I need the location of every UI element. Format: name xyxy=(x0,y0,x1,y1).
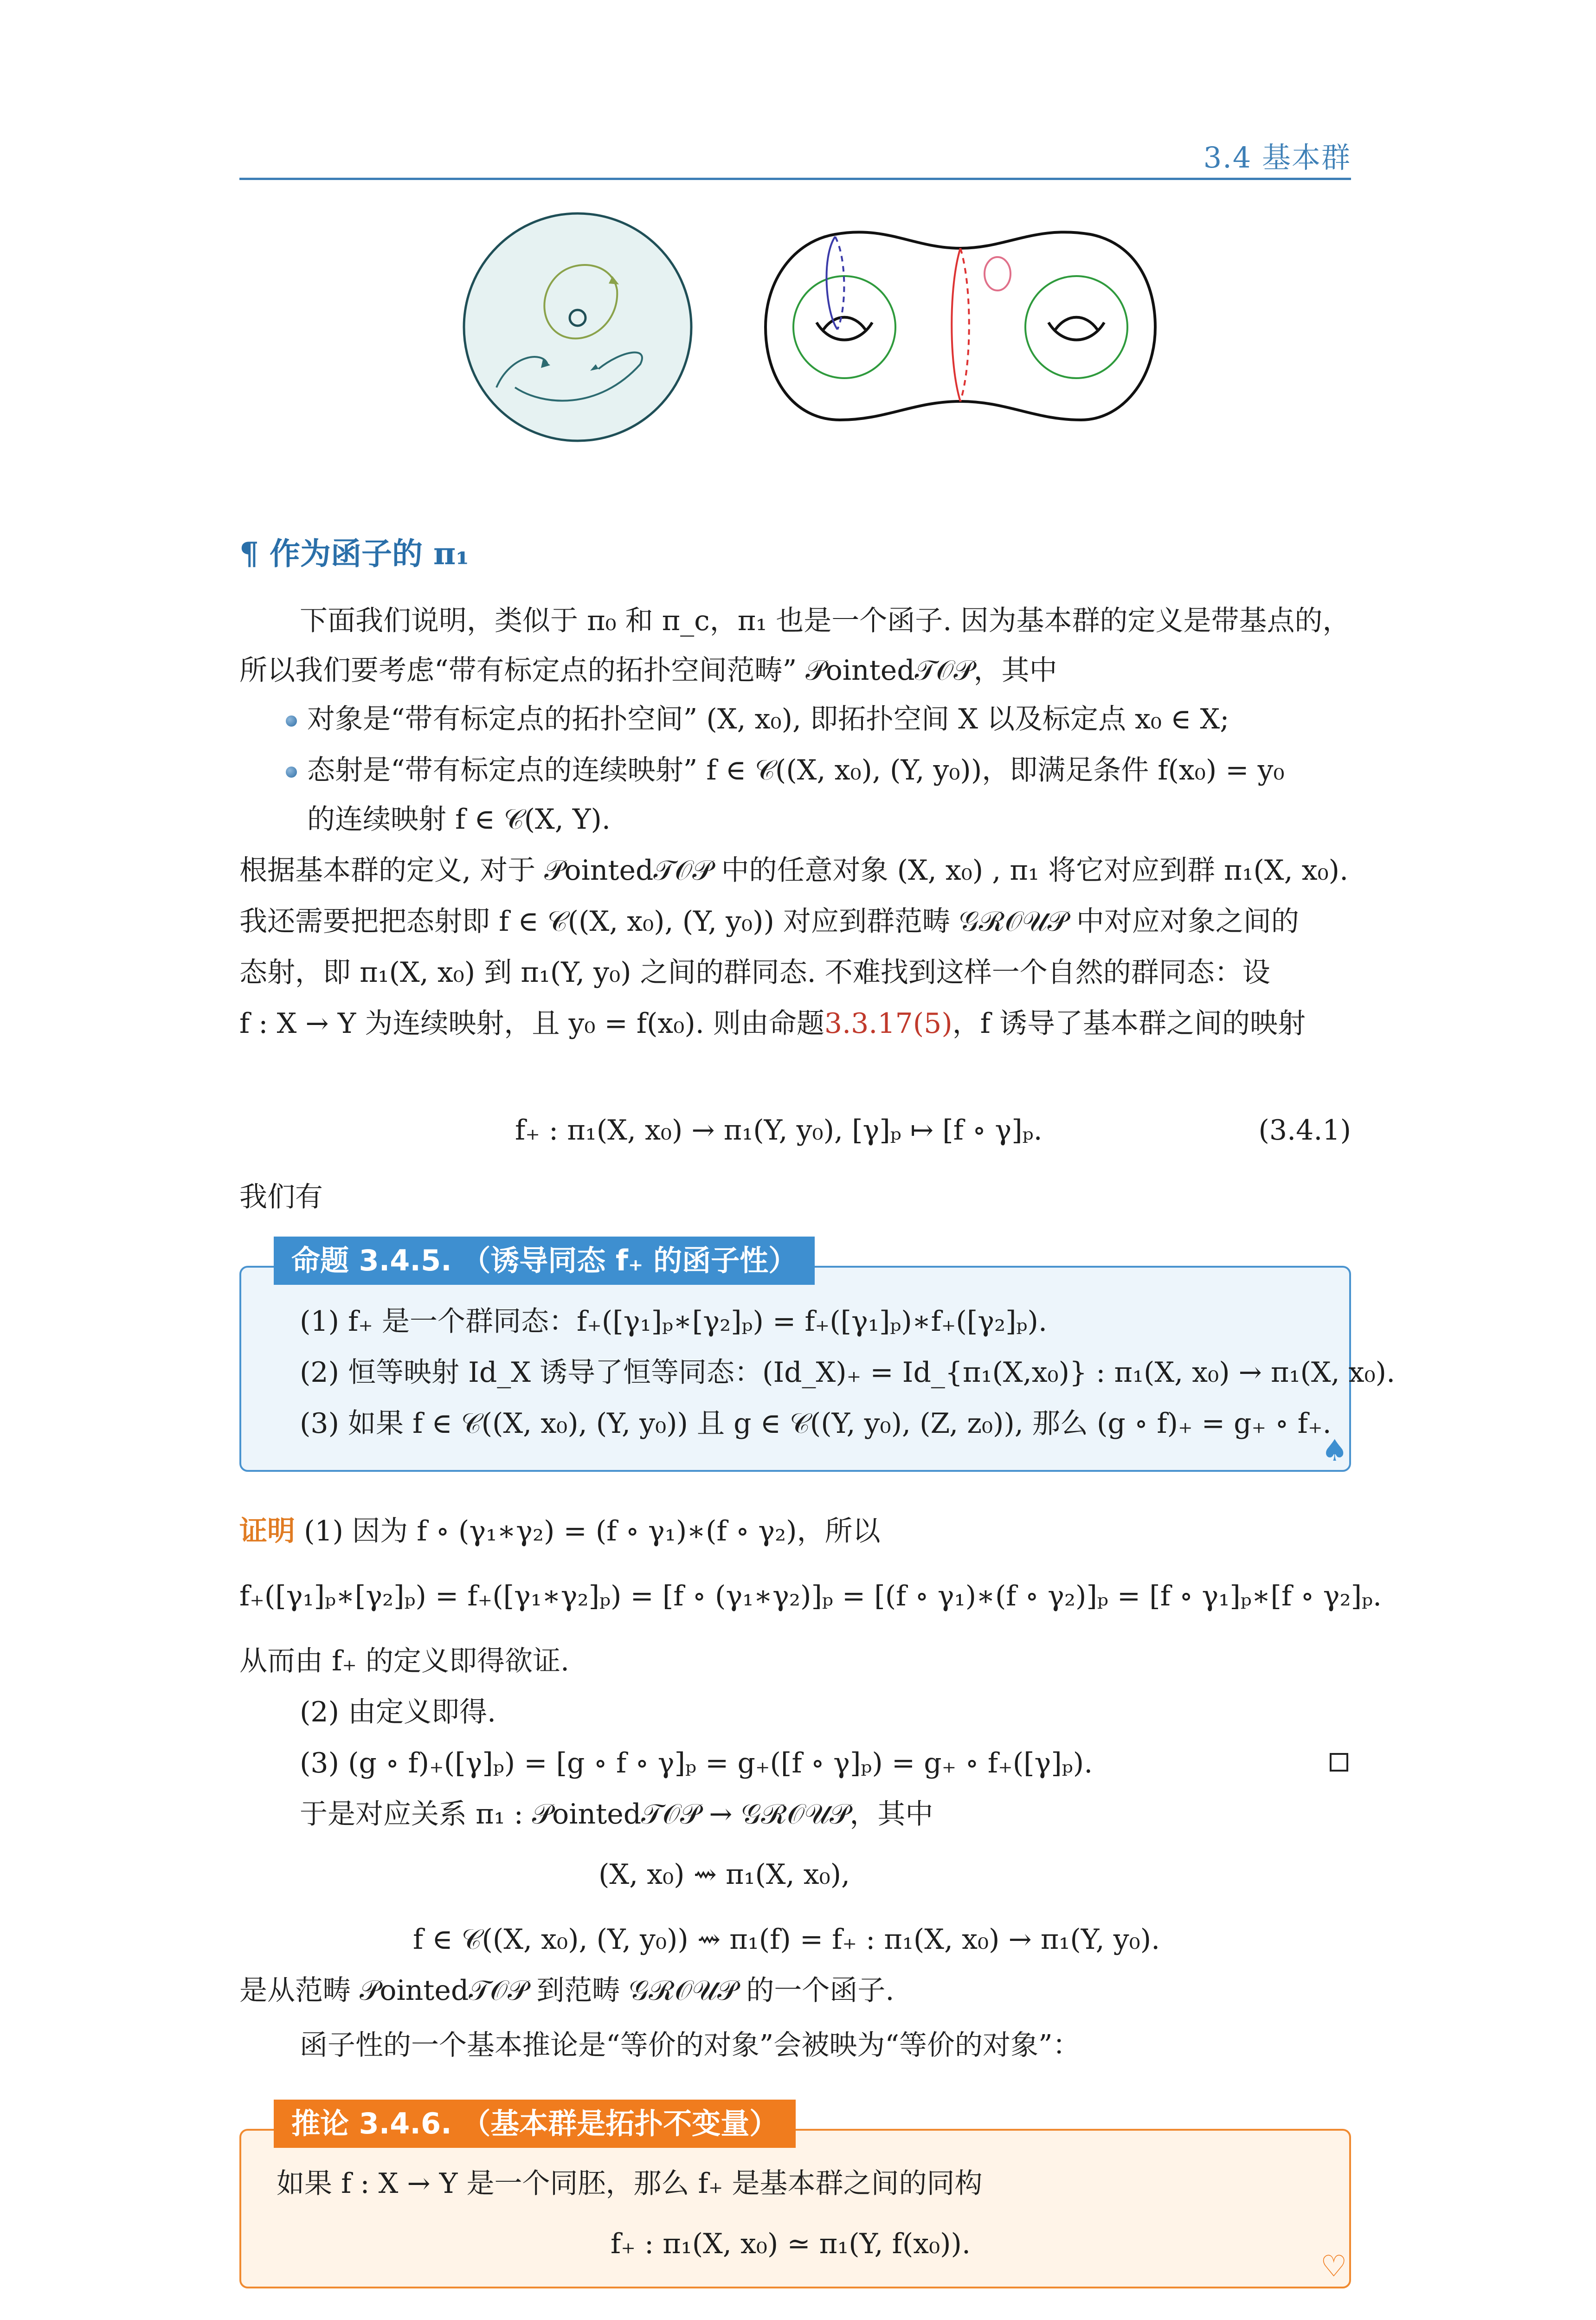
corollary-line2: f₊ : π₁(X, x₀) ≃ π₁(Y, f(x₀)). xyxy=(611,2228,971,2260)
proof-line1-text: (1) 因为 f ∘ (γ₁∗γ₂) = (f ∘ γ₁)∗(f ∘ γ₂)，所以 xyxy=(304,1515,881,1547)
proof-line3: 从而由 f₊ 的定义即得欲证. xyxy=(239,1645,570,1677)
bullet-icon xyxy=(286,715,297,727)
proof-label: 证明 xyxy=(239,1515,295,1547)
figure-disk-and-double-torus xyxy=(459,211,1364,443)
para2-line4-a: f : X → Y 为连续映射，且 y₀ = f(x₀). 则由命题 xyxy=(239,1007,824,1040)
corollary-line1: 如果 f : X → Y 是一个同胚，那么 f₊ 是基本群之间的同构 xyxy=(277,2167,983,2200)
proposition-item-3: (3) 如果 f ∈ 𝒞((X, x₀), (Y, y₀)) 且 g ∈ 𝒞((Y, y₀), (Z, z₀)), 那么 (g ∘ f)₊ = g₊ ∘ f₊. xyxy=(300,1407,1332,1440)
qed-box xyxy=(1330,1753,1348,1772)
bullet-morphisms xyxy=(286,747,1285,793)
running-header: 3.4 基本群 xyxy=(1203,141,1351,174)
display-morphism-map: f ∈ 𝒞((X, x₀), (Y, y₀)) ⇝ π₁(f) = f₊ : π₁(X, x₀) → π₁(Y, y₀). xyxy=(413,1923,1160,1956)
proposition-item-1: (1) f₊ 是一个群同态：f₊([γ₁]ₚ∗[γ₂]ₚ) = f₊([γ₁]ₚ)∗f₊([γ₂]ₚ). xyxy=(300,1305,1048,1338)
we-have: 我们有 xyxy=(239,1181,323,1213)
equation-3-4-1: f₊ : π₁(X, x₀) → π₁(Y, y₀), [γ]ₚ ↦ [f ∘ γ]ₚ. xyxy=(515,1114,1043,1147)
para2-line4 xyxy=(239,1000,1306,1047)
bullet-icon xyxy=(286,767,297,778)
spade-icon: ♠ xyxy=(1321,1434,1348,1468)
para1-line1: 下面我们说明，类似于 π₀ 和 π_c，π₁ 也是一个函子. 因为基本群的定义是带基点的， xyxy=(300,605,1351,637)
proof-line2: f₊([γ₁]ₚ∗[γ₂]ₚ) = f₊([γ₁∗γ₂]ₚ) = [f ∘ (γ₁∗γ₂)]ₚ = [(f ∘ γ₁)∗(f ∘ γ₂)]ₚ = [f ∘ γ₁]ₚ∗[f ∘ γ₂]ₚ. xyxy=(239,1580,1382,1612)
proof-line1 xyxy=(239,1508,881,1554)
proof-line4: (2) 由定义即得. xyxy=(300,1696,496,1728)
heart-icon: ♡ xyxy=(1320,2249,1347,2284)
proposition-ref-link[interactable]: 3.3.17(5) xyxy=(824,1007,952,1040)
para2-line1: 根据基本群的定义, 对于 𝒫ointed𝒯𝒪𝒫 中的任意对象 (X, x₀) , π₁ 将它对应到群 π₁(X, x₀). xyxy=(239,854,1349,887)
bullet-morphisms-cont: 的连续映射 f ∈ 𝒞(X, Y). xyxy=(307,803,611,836)
section-title-text: 作为函子的 π₁ xyxy=(269,535,470,572)
para1-line2: 所以我们要考虑“带有标定点的拓扑空间范畴” 𝒫ointed𝒯𝒪𝒫，其中 xyxy=(239,654,1057,687)
bullet-morphisms-text: 态射是“带有标定点的连续映射” f ∈ 𝒞((X, x₀), (Y, y₀))，即满足条件 f(x₀) = y₀ xyxy=(307,754,1285,786)
para2-line4-b: ，f 诱导了基本群之间的映射 xyxy=(952,1007,1306,1040)
header-rule xyxy=(239,178,1351,180)
proof-line7: 是从范畴 𝒫ointed𝒯𝒪𝒫 到范畴 𝒢ℛ𝒪𝒰𝒫 的一个函子. xyxy=(239,1974,895,2007)
section-title xyxy=(239,529,469,573)
proposition-title: 命题 3.4.5. （诱导同态 f₊ 的函子性） xyxy=(274,1237,815,1285)
double-torus-diagram xyxy=(766,232,1155,420)
disk-diagram xyxy=(464,213,691,441)
proof-line6: 于是对应关系 π₁ : 𝒫ointed𝒯𝒪𝒫 → 𝒢ℛ𝒪𝒰𝒫，其中 xyxy=(300,1798,933,1830)
proof-line5: (3) (g ∘ f)₊([γ]ₚ) = [g ∘ f ∘ γ]ₚ = g₊([f ∘ γ]ₚ) = g₊ ∘ f₊([γ]ₚ). xyxy=(300,1747,1093,1779)
bullet-objects-text: 对象是“带有标定点的拓扑空间” (X, x₀), 即拓扑空间 X 以及标定点 x₀ ∈ X; xyxy=(307,703,1229,735)
display-object-map: (X, x₀) ⇝ π₁(X, x₀), xyxy=(598,1858,850,1891)
corollary-title: 推论 3.4.6. （基本群是拓扑不变量） xyxy=(274,2100,796,2148)
proposition-item-2: (2) 恒等映射 Id_X 诱导了恒等同态：(Id_X)₊ = Id_{π₁(X,x₀)} : π₁(X, x₀) → π₁(X, x₀). xyxy=(300,1356,1396,1389)
bullet-objects xyxy=(286,696,1229,742)
pilcrow: ¶ xyxy=(239,535,259,572)
para2-line2: 我还需要把把态射即 f ∈ 𝒞((X, x₀), (Y, y₀)) 对应到群范畴 𝒢ℛ𝒪𝒰𝒫 中对应对象之间的 xyxy=(239,905,1299,938)
proof-line8: 函子性的一个基本推论是“等价的对象”会被映为“等价的对象”： xyxy=(300,2029,1081,2062)
para2-line3: 态射，即 π₁(X, x₀) 到 π₁(Y, y₀) 之间的群同态. 不难找到这样一个自然的群同态：设 xyxy=(239,956,1270,989)
equation-number: (3.4.1) xyxy=(1258,1114,1351,1147)
